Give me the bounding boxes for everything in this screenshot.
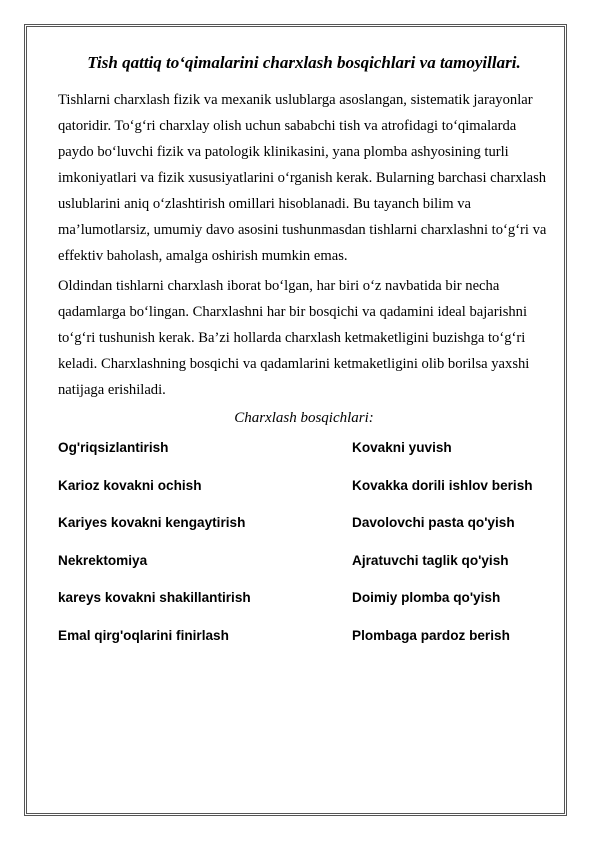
- step-item: Emal qirg'oqlarini finirlash: [58, 627, 229, 643]
- step-item: Ajratuvchi taglik qo'yish: [352, 552, 509, 568]
- step-item: Davolovchi pasta qo'yish: [352, 515, 515, 531]
- step-item: Kovakni yuvish: [352, 440, 452, 455]
- document-body: [58, 52, 550, 666]
- step-row: [58, 590, 550, 628]
- paragraph-1: Tishlarni charxlash fizik va mexanik uslublarga asoslangan, sistematik jarayonlar qatoridir. To‘g‘ri charxlay olish uchun sababchi tish va atrofidagi to‘qimalarda paydo bo‘luvchi fizik va patologik klinikasini, yana plomba ashyosining turli imkoniyatlari va fizik xususiyatlarini o‘rganish kerak. Bularning barchasi charxlash uslublarini aniq o‘zlashtirish omillari hisoblanadi. Bu tayanch bilim va ma’lumotlarsiz, umumiy davo asosini tushunmasdan tishlarni charxlashni to‘g‘ri va effektiv baholash, amalga oshirish mumkin emas.: [58, 92, 547, 264]
- step-item: Kovakka dorili ishlov berish: [352, 477, 533, 493]
- step-item: Plombaga pardoz berish: [352, 627, 510, 643]
- step-row: [58, 478, 550, 516]
- step-item: kareys kovakni shakillantirish: [58, 590, 251, 606]
- step-row: [58, 515, 550, 553]
- steps-title: Charxlash bosqichlari:: [234, 410, 374, 426]
- steps-list: [58, 440, 550, 666]
- step-item: Doimiy plomba qo'yish: [352, 590, 501, 606]
- step-row: [58, 440, 550, 478]
- document-title: Tish qattiq to‘qimalarini charxlash bosqichlari va tamoyillari.: [87, 53, 521, 72]
- step-row: [58, 553, 550, 591]
- paragraph-2: Oldindan tishlarni charxlash iborat bo‘lgan, har biri o‘z navbatida bir necha qadamlarga bo‘lingan. Charxlashni har bir bosqichi va qadamini ideal bajarishni to‘g‘ri tushunish kerak. Ba’zi hollarda charxlash ketmaketligini buzishga to‘g‘ri keladi. Charxlashning bosqichi va qadamlarini ketmaketligini olib borilsa yaxshi natijaga erishiladi.: [58, 278, 530, 398]
- step-item: Kariyes kovakni kengaytirish: [58, 515, 246, 531]
- step-item: Nekrektomiya: [58, 552, 148, 568]
- step-row: [58, 628, 550, 666]
- step-item: Karioz kovakni ochish: [58, 477, 202, 493]
- step-item: Og'riqsizlantirish: [58, 440, 169, 455]
